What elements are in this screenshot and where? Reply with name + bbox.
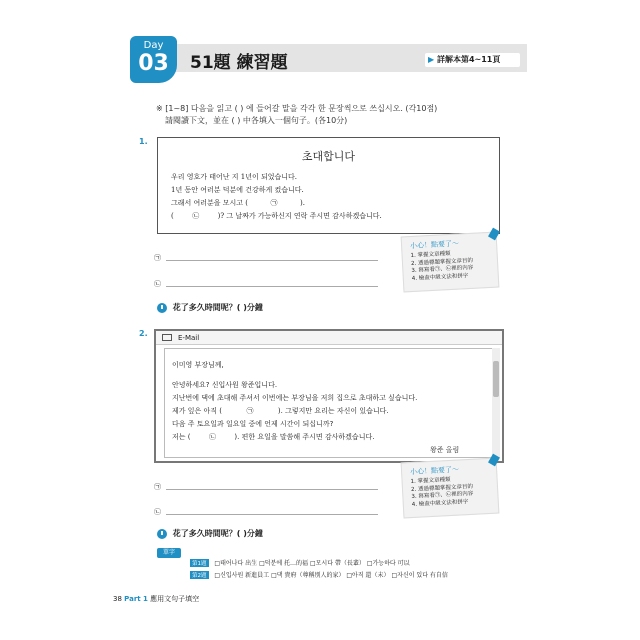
email-greeting: 이미영 부장님께, xyxy=(172,361,224,369)
answer-b-label: ㉡ xyxy=(154,280,161,288)
answer-a-label: ㉠ xyxy=(154,254,161,262)
instruction-korean: ※ [1~8] 다음을 읽고 ( ) 에 들어갈 말을 각각 한 문장씩으로 쓰십시오. (각10점) xyxy=(156,104,438,113)
time-text: 花了多久時間呢？( )分鐘 xyxy=(172,303,263,312)
email-line-3: 제가 잎은 아직 ( ㉠ ). 그렇지만 요리는 자신이 있습니다. xyxy=(172,407,389,415)
answer-a-label: ㉠ xyxy=(154,483,161,491)
answer-ref-text: 詳解本第4~11頁 xyxy=(436,55,501,64)
vocab-tag: 單字 xyxy=(157,548,181,558)
clock-icon xyxy=(157,303,167,313)
vocab-row-1: 第1題 □태어나다 出生 □덕분에 托…的福 □모시다 帶（長輩） □가능하다 可以 xyxy=(192,560,410,567)
email-line-4: 다음 주 토요일과 일요일 중에 언제 시간이 되십니까? xyxy=(172,420,334,428)
vocab-row-label: 第2題 xyxy=(192,573,207,579)
answer-a-line[interactable] xyxy=(166,489,378,490)
note-title: 小心！點要了～ xyxy=(409,239,460,251)
q1-line-2: 1년 동안 여러분 덕분에 건강하게 컸습니다. xyxy=(171,186,304,194)
vocab-row-label: 第1題 xyxy=(192,561,207,567)
blank-a-marker: ㉠ xyxy=(270,199,278,207)
email-line-5: 저는 ( ㉡ ). 편한 요일을 말씀해 주시면 감사하겠습니다. xyxy=(172,433,375,441)
email-line-1: 안녕하세요? 신입사원 왕준입니다. xyxy=(172,381,278,389)
invitation-title: 초대합니다 xyxy=(301,150,356,163)
note-item: 4. 檢查中級文法和拼字 xyxy=(411,272,469,282)
envelope-icon xyxy=(162,334,172,341)
part-label: Part 1 xyxy=(124,595,148,603)
day-badge xyxy=(130,36,177,83)
q1-line-4: ( ㉡ )? 그 날짜가 가능하신지 연락 주시면 감사하겠습니다. xyxy=(171,212,382,220)
note-item: 1. 掌握文章種類 xyxy=(410,476,451,486)
day-label: Day xyxy=(143,40,164,51)
note-item: 3. 寫寫看㉠、㉡裡的內容 xyxy=(411,490,474,501)
blank-b-marker: ㉡ xyxy=(208,433,216,441)
note-item: 2. 透過標題掌握文章目的 xyxy=(410,257,474,267)
note-title: 小心！點要了～ xyxy=(409,465,460,477)
question-1-number: 1. xyxy=(139,137,148,146)
answer-b-line[interactable] xyxy=(166,286,378,287)
email-signature: 왕준 올림 xyxy=(430,446,460,454)
time-row-2 xyxy=(157,528,263,539)
page-number: 38 xyxy=(113,595,122,603)
day-number: 03 xyxy=(138,51,169,76)
time-text: 花了多久時間呢？( )分鐘 xyxy=(172,529,263,538)
section-title: 應用文句子填空 xyxy=(150,595,200,603)
email-label: E-Mail xyxy=(178,334,200,342)
q1-line-1: 우리 영호가 태어난 지 1년이 되었습니다. xyxy=(171,173,297,181)
clock-icon xyxy=(157,529,167,539)
answer-b-label: ㉡ xyxy=(154,508,161,516)
blank-a-marker: ㉠ xyxy=(246,407,254,415)
arrow-icon: ▶ xyxy=(428,55,435,64)
note-item: 2. 透過標題掌握文章目的 xyxy=(410,483,474,493)
note-item: 3. 寫寫看㉠、㉡裡的內容 xyxy=(411,264,474,275)
email-header xyxy=(156,331,502,345)
tip-note xyxy=(401,458,500,519)
q1-line-3: 그래서 여러분을 모시고 ( ㉠ ). xyxy=(171,199,305,207)
email-line-2: 지난번에 댁에 초대해 주셔서 이번에는 부장님을 저희 집으로 초대하고 싶습니다. xyxy=(172,394,418,402)
tip-note xyxy=(401,232,500,293)
answer-a-line[interactable] xyxy=(166,260,378,261)
answer-reference xyxy=(425,53,520,67)
page-title: 51題 練習題 xyxy=(190,53,288,73)
note-item: 4. 檢查中級文法和拼字 xyxy=(411,498,469,508)
instruction-chinese: 請閱讀下文，並在 ( ) 中各填入一個句子。(各10分) xyxy=(165,116,348,125)
blank-b-marker: ㉡ xyxy=(192,212,200,220)
note-item: 1. 掌握文章種類 xyxy=(410,250,451,260)
answer-b-line[interactable] xyxy=(166,514,378,515)
scrollbar-thumb[interactable] xyxy=(493,361,499,397)
page-footer xyxy=(113,594,199,604)
time-row-1 xyxy=(157,302,263,313)
vocab-row-2: 第2題 □신입사원 新進員工 □댁 貴府（尊稱別人的家） □아직 還（未） □자신이 있다 有自信 xyxy=(192,572,448,579)
question-2-number: 2. xyxy=(139,329,148,338)
